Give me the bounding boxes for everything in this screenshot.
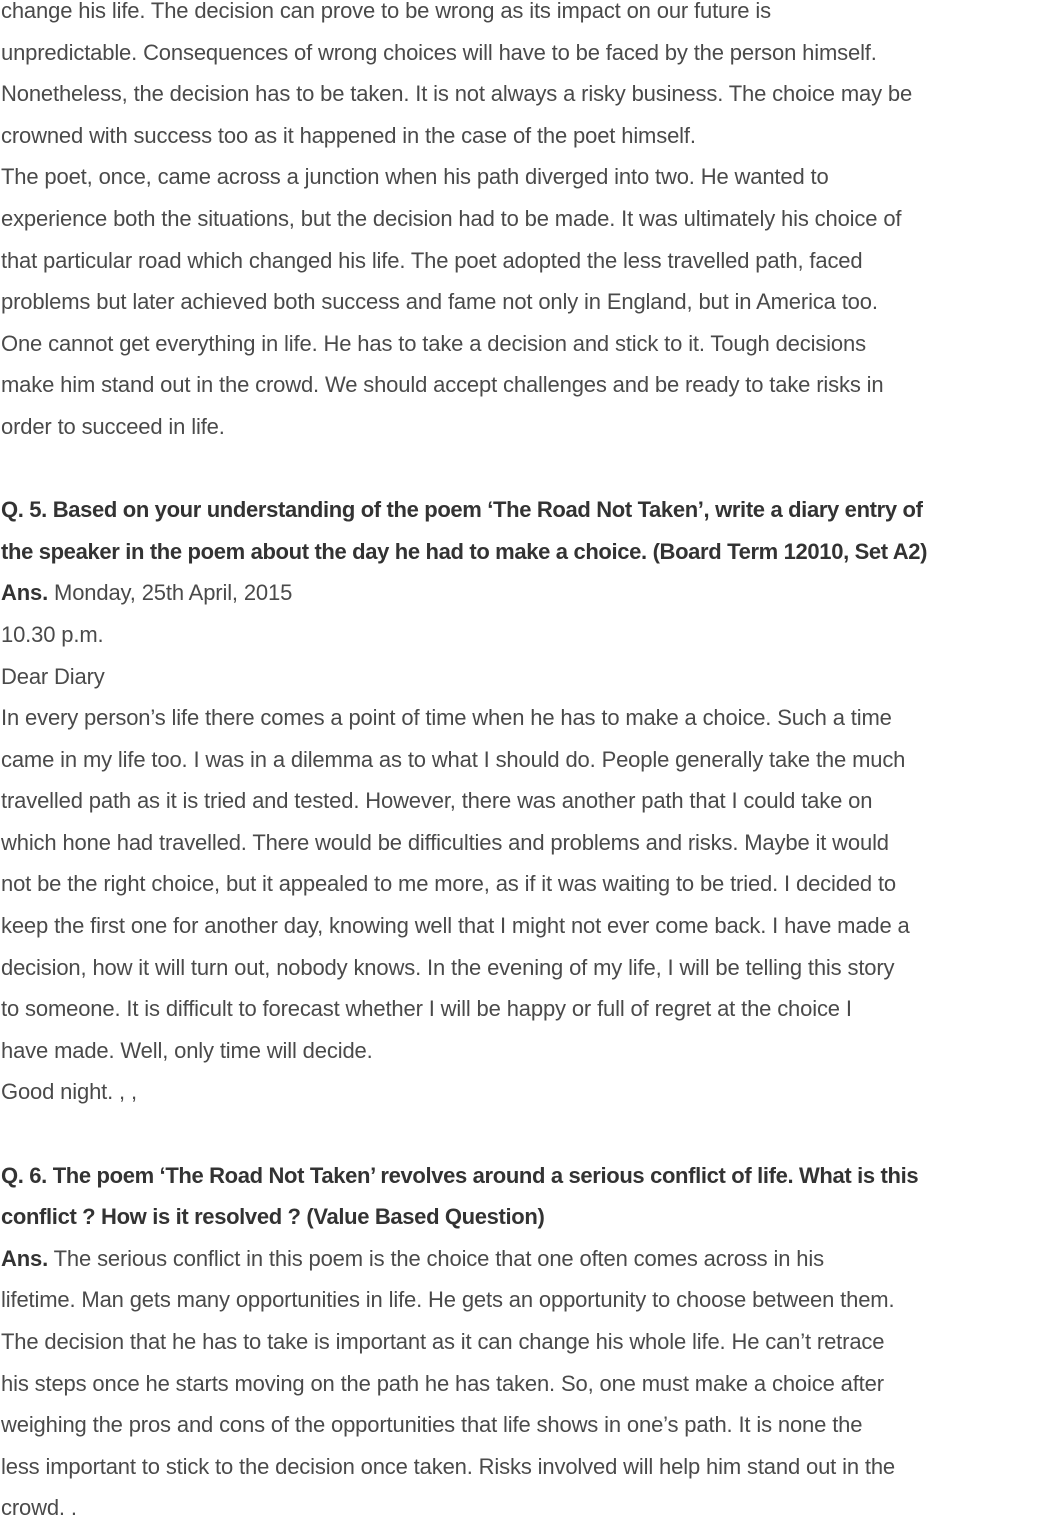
spacer: [1, 1113, 1053, 1155]
question-line: Q. 6. The poem ‘The Road Not Taken’ revolves around a serious conflict of life. What is this: [1, 1162, 919, 1188]
document-page: [1, 0, 1053, 1529]
answer-line: not be the right choice, but it appealed to me more, as if it was waiting to be tried. I decided to: [1, 871, 897, 897]
answer-first-line: [1, 572, 1053, 614]
answer-line: lifetime. Man gets many opportunities in life. He gets an opportunity to choose between them.: [1, 1287, 895, 1313]
question-line: the speaker in the poem about the day he had to make a choice. (Board Term 12010, Set A2): [1, 538, 928, 564]
paragraph-line: One cannot get everything in life. He has to take a decision and stick to it. Tough decisions: [1, 330, 866, 356]
answer-line: to someone. It is difficult to forecast whether I will be happy or full of regret at the choice I: [1, 996, 852, 1022]
paragraph-line: change his life. The decision can prove to be wrong as its impact on our future is: [1, 0, 771, 23]
paragraph-line: experience both the situations, but the decision had to be made. It was ultimately his choice of: [1, 205, 902, 231]
answer-line: travelled path as it is tried and tested. However, there was another path that I could take on: [1, 788, 873, 814]
paragraph-line: problems but later achieved both success and fame not only in England, but in America too.: [1, 289, 878, 315]
answer-first-line: [1, 1238, 1053, 1280]
answer-line: 10.30 p.m.: [1, 621, 104, 647]
answer-line: which hone had travelled. There would be difficulties and problems and risks. Maybe it would: [1, 829, 889, 855]
answer-line: weighing the pros and cons of the opportunities that life shows in one’s path. It is none the: [1, 1412, 863, 1438]
question-5-heading: [1, 489, 1053, 572]
answer-line: his steps once he starts moving on the path he has taken. So, one must make a choice after: [1, 1370, 884, 1396]
answer-label: Ans.: [1, 1245, 49, 1271]
paragraph-line: that particular road which changed his life. The poet adopted the less travelled path, faced: [1, 247, 863, 273]
answer-line: The decision that he has to take is important as it can change his whole life. He can’t retrace: [1, 1329, 885, 1354]
answer-line: decision, how it will turn out, nobody knows. In the evening of my life, I will be telling this story: [1, 954, 895, 980]
answer-label: Ans.: [1, 580, 49, 606]
paragraph-line: order to succeed in life.: [1, 413, 225, 439]
paragraph-line: make him stand out in the crowd. We should accept challenges and be ready to take risks in: [1, 372, 884, 398]
question-line: conflict ? How is it resolved ? (Value Based Question): [1, 1204, 545, 1230]
answer-line: have made. Well, only time will decide.: [1, 1037, 373, 1063]
answer-line: keep the first one for another day, knowing well that I might not ever come back. I have made a: [1, 913, 910, 939]
question-line: Q. 5. Based on your understanding of the poem ‘The Road Not Taken’, write a diary entry of: [1, 497, 923, 523]
answer-line: crowd. .: [1, 1495, 77, 1521]
intro-section: [1, 0, 1053, 448]
answer-line: came in my life too. I was in a dilemma as to what I should do. People generally take the much: [1, 746, 906, 772]
question-5-section: [1, 489, 1053, 1113]
paragraph-line: Nonetheless, the decision has to be taken. It is not always a risky business. The choice may be: [1, 81, 913, 107]
answer-line: In every person’s life there comes a point of time when he has to make a choice. Such a time: [1, 705, 892, 731]
spacer: [1, 448, 1053, 490]
answer-line: Dear Diary: [1, 663, 105, 689]
question-6-section: [1, 1155, 1053, 1529]
answer-text: The serious conflict in this poem is the choice that one often comes across in his: [48, 1245, 824, 1271]
question-6-heading: [1, 1155, 1053, 1238]
answer-line: Good night. , ,: [1, 1079, 137, 1105]
paragraph-line: unpredictable. Consequences of wrong choices will have to be faced by the person himself.: [1, 39, 877, 65]
answer-text: Monday, 25th April, 2015: [48, 580, 293, 606]
answer-line: less important to stick to the decision once taken. Risks involved will help him stand out in the: [1, 1453, 896, 1479]
paragraph-line: The poet, once, came across a junction when his path diverged into two. He wanted to: [1, 164, 829, 190]
paragraph-line: crowned with success too as it happened in the case of the poet himself.: [1, 122, 696, 148]
